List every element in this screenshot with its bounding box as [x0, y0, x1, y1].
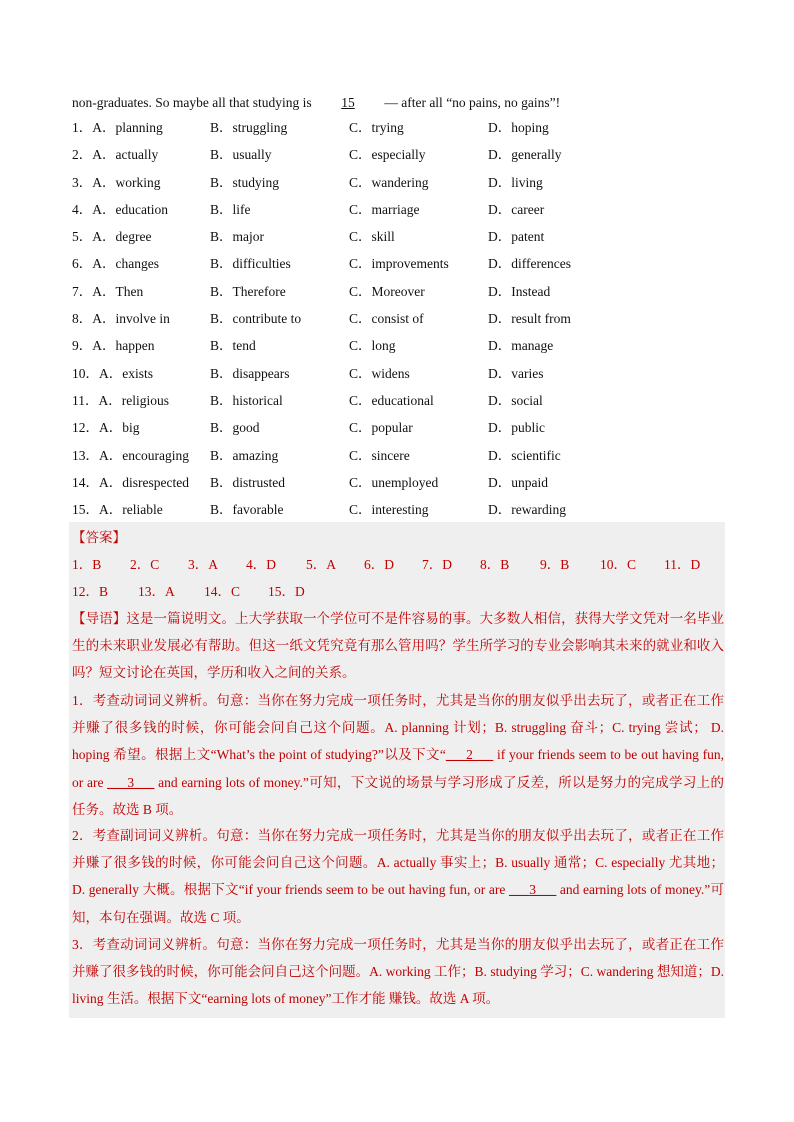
- question-row: [72, 418, 732, 445]
- question-row: [72, 391, 732, 418]
- question-number: 13．: [72, 447, 99, 463]
- question-row: [72, 282, 732, 309]
- answer-item: 2．C: [130, 557, 160, 572]
- question-number-and-option-a: [72, 145, 158, 165]
- question-number: 10．: [72, 365, 99, 381]
- question-number: 7．: [72, 283, 93, 299]
- blank-15: 15: [341, 95, 355, 110]
- option-c: C．trying: [349, 120, 404, 135]
- question-number: 11．: [72, 392, 99, 408]
- option-c: C．consist of: [349, 311, 424, 327]
- answer-item: 11．D: [664, 557, 701, 572]
- option-c: C．educational: [349, 392, 434, 408]
- answer-item: 5．A: [306, 557, 336, 572]
- option-a: A．big: [99, 420, 140, 436]
- answer-item: 10．C: [600, 557, 637, 572]
- explanation-1-blank-b-number: 3: [127, 774, 135, 790]
- option-d: D．scientific: [488, 447, 561, 463]
- question-row: [72, 145, 732, 172]
- option-a: A．encouraging: [99, 447, 189, 463]
- option-b: B．disappears: [210, 365, 290, 381]
- option-b: B．tend: [210, 338, 256, 354]
- option-b: B．studying: [210, 174, 280, 190]
- answer-item: 9．B: [540, 557, 570, 572]
- option-a: A．involve in: [92, 311, 170, 327]
- passage-ending: [72, 93, 732, 113]
- explanation-1-text-3: and earning lots of money.”可知，下文说的场景与学习形成了反差，所以是努力的完成学习上的任务。故选 B 项。: [72, 774, 724, 817]
- option-b: B．contribute to: [210, 311, 302, 327]
- option-d: D．social: [488, 392, 543, 408]
- answer-item: 14．C: [204, 584, 241, 599]
- option-b: B．distrusted: [210, 474, 286, 490]
- question-number-and-option-a: [72, 473, 189, 493]
- question-number: 3．: [72, 174, 93, 190]
- option-a: A．exists: [99, 365, 153, 381]
- option-d: D．career: [488, 201, 545, 217]
- option-c: C．marriage: [349, 201, 420, 217]
- intro-text-after: — after all “no pains, no gains”!: [380, 95, 561, 110]
- option-c: C．unemployed: [349, 474, 439, 490]
- option-b: B．major: [210, 229, 264, 245]
- option-a: A．working: [92, 174, 161, 190]
- explanation-1-text-2: if your friends seem to be out having fun, or are: [72, 747, 724, 790]
- option-a: A．degree: [92, 229, 152, 245]
- explanation-1: [72, 687, 724, 823]
- explanation-1-text: 1．考查动词词义辨析。句意：当你在努力完成一项任务时，尤其是当你的朋友似乎出去玩了，或者正在工作并赚了很多钱的时候，你可能会问自己这个问题。A. planning 计划；B. struggling 奋斗；C. trying 尝试； D. hoping 希望。根据上文“What’s the point of studying?”以及下文“: [72, 693, 724, 763]
- guide-label: 【导语】: [72, 611, 127, 626]
- question-number-and-option-a: [72, 173, 161, 193]
- question-number-and-option-a: [72, 418, 140, 438]
- option-a: A．reliable: [99, 502, 163, 518]
- option-c: C．sincere: [349, 447, 410, 463]
- option-d: D．hoping: [488, 120, 549, 135]
- option-a: A．actually: [92, 147, 159, 163]
- question-number-and-option-a: [72, 391, 169, 411]
- question-row: [72, 364, 732, 391]
- question-number-and-option-a: [72, 282, 143, 302]
- guide-paragraph: [72, 605, 724, 687]
- answer-item: 6．D: [364, 557, 394, 572]
- option-c: C．popular: [349, 420, 413, 436]
- question-row: [72, 336, 732, 363]
- option-c: C．widens: [349, 365, 410, 381]
- question-number-and-option-a: [72, 500, 163, 520]
- question-number: 6．: [72, 256, 93, 272]
- explanation-2-blank-number: 3: [529, 882, 536, 898]
- option-c: C．skill: [349, 229, 395, 245]
- answer-item: 7．D: [422, 557, 452, 572]
- guide-text: 这是一篇说明文。上大学获取一个学位可不是件容易的事。大多数人相信，获得大学文凭对一名毕业生的未来职业发展必有帮助。但这一纸文凭究竟有那么管用吗？学生所学习的专业会影响其未来的就业和收入吗？短文讨论在英国，学历和收入之间的关系。: [72, 611, 725, 681]
- question-number-and-option-a: [72, 200, 168, 220]
- answer-title: 【答案】: [72, 530, 126, 545]
- question-number-and-option-a: [72, 227, 151, 247]
- option-a: A．education: [92, 201, 168, 217]
- option-d: D．differences: [488, 256, 571, 272]
- question-number: 15．: [72, 502, 99, 518]
- option-a: A．planning: [92, 120, 163, 135]
- question-number: 12．: [72, 420, 99, 436]
- explanation-2-text-2: and earning lots of money.”可知，本句在强调。故选 C 项。: [72, 882, 724, 925]
- option-a: A．happen: [92, 338, 155, 354]
- question-row: [72, 473, 732, 500]
- question-number: 8．: [72, 311, 93, 327]
- option-d: D．rewarding: [488, 502, 566, 518]
- option-d: D．patent: [488, 229, 545, 245]
- option-b: B．struggling: [210, 120, 288, 135]
- option-b: B．difficulties: [210, 256, 291, 272]
- option-c: C．Moreover: [349, 283, 425, 299]
- question-number: 5．: [72, 229, 93, 245]
- option-b: B．Therefore: [210, 283, 286, 299]
- question-row: [72, 309, 732, 336]
- explanation-2-blank: ___3___: [509, 882, 557, 898]
- question-row: [72, 173, 732, 200]
- option-c: C．wandering: [349, 174, 429, 190]
- option-a: A．Then: [92, 283, 144, 299]
- question-number: 2．: [72, 147, 93, 163]
- answer-item: 4．D: [246, 557, 276, 572]
- answer-item: 8．B: [480, 557, 510, 572]
- explanation-2: [72, 822, 724, 931]
- question-number-and-option-a: [72, 118, 163, 138]
- option-b: B．life: [210, 201, 251, 217]
- question-number: 14．: [72, 474, 99, 490]
- question-number-and-option-a: [72, 364, 153, 384]
- option-c: C．improvements: [349, 256, 449, 272]
- question-number-and-option-a: [72, 446, 189, 466]
- question-number-and-option-a: [72, 336, 154, 356]
- answer-item: 15．D: [268, 584, 305, 599]
- option-d: D．result from: [488, 311, 571, 327]
- explanation-3-text: 3．考查动词词义辨析。句意：当你在努力完成一项任务时，尤其是当你的朋友似乎出去玩了，或者正在工作并赚了很多钱的时候，你可能会问自己这个问题。A. working 工作；B. studying 学习；C. wandering 想知道；D. living 生活。根据下文“earning lots of money”工作才能 赚钱。故选 A 项。: [72, 937, 724, 1007]
- question-number-and-option-a: [72, 254, 159, 274]
- option-c: C．especially: [349, 147, 426, 163]
- option-b: B．amazing: [210, 447, 279, 463]
- question-number: 1．: [72, 120, 93, 135]
- question-number-and-option-a: [72, 309, 170, 329]
- option-b: B．usually: [210, 147, 272, 163]
- option-a: A．disrespected: [99, 474, 189, 490]
- option-b: B．historical: [210, 392, 283, 408]
- option-d: D．generally: [488, 147, 562, 163]
- explanation-3: [72, 931, 724, 1013]
- question-row: [72, 254, 732, 281]
- option-d: D．living: [488, 174, 543, 190]
- option-b: B．good: [210, 420, 260, 436]
- explanation-1-blank-b: ___3___: [107, 774, 155, 790]
- answer-item: 1．B: [72, 557, 102, 572]
- option-a: A．changes: [92, 256, 159, 272]
- answer-item: 12．B: [72, 584, 109, 599]
- answer-item: 3．A: [188, 557, 218, 572]
- option-c: C．interesting: [349, 502, 429, 518]
- explanation-1-blank-number: 2: [466, 747, 473, 763]
- question-row: [72, 446, 732, 473]
- question-row: [72, 200, 732, 227]
- intro-text-before: non-graduates. So maybe all that studying is: [72, 95, 315, 110]
- option-a: A．religious: [98, 392, 169, 408]
- option-d: D．public: [488, 420, 545, 436]
- option-d: D．manage: [488, 338, 554, 354]
- option-d: D．unpaid: [488, 474, 548, 490]
- question-number: 4．: [72, 201, 93, 217]
- explanation-2-text: 2．考查副词词义辨析。句意：当你在努力完成一项任务时，尤其是当你的朋友似乎出去玩了，或者正在工作并赚了很多钱的时候，你可能会问自己这个问题。A. actually 事实上；B. usually 通常；C. especially 尤其地；D. generally 大概。根据下文“if your friends seem to be out having fun, or are: [72, 828, 724, 898]
- option-d: D．Instead: [488, 283, 551, 299]
- option-b: B．favorable: [210, 502, 284, 518]
- question-options-list: [72, 118, 732, 527]
- option-d: D．varies: [488, 365, 544, 381]
- question-row: [72, 227, 732, 254]
- option-c: C．long: [349, 338, 396, 354]
- answer-item: 13．A: [138, 584, 175, 599]
- explanation-1-blank: ___2___: [445, 747, 494, 763]
- question-number: 9．: [72, 338, 93, 354]
- question-row: [72, 118, 732, 145]
